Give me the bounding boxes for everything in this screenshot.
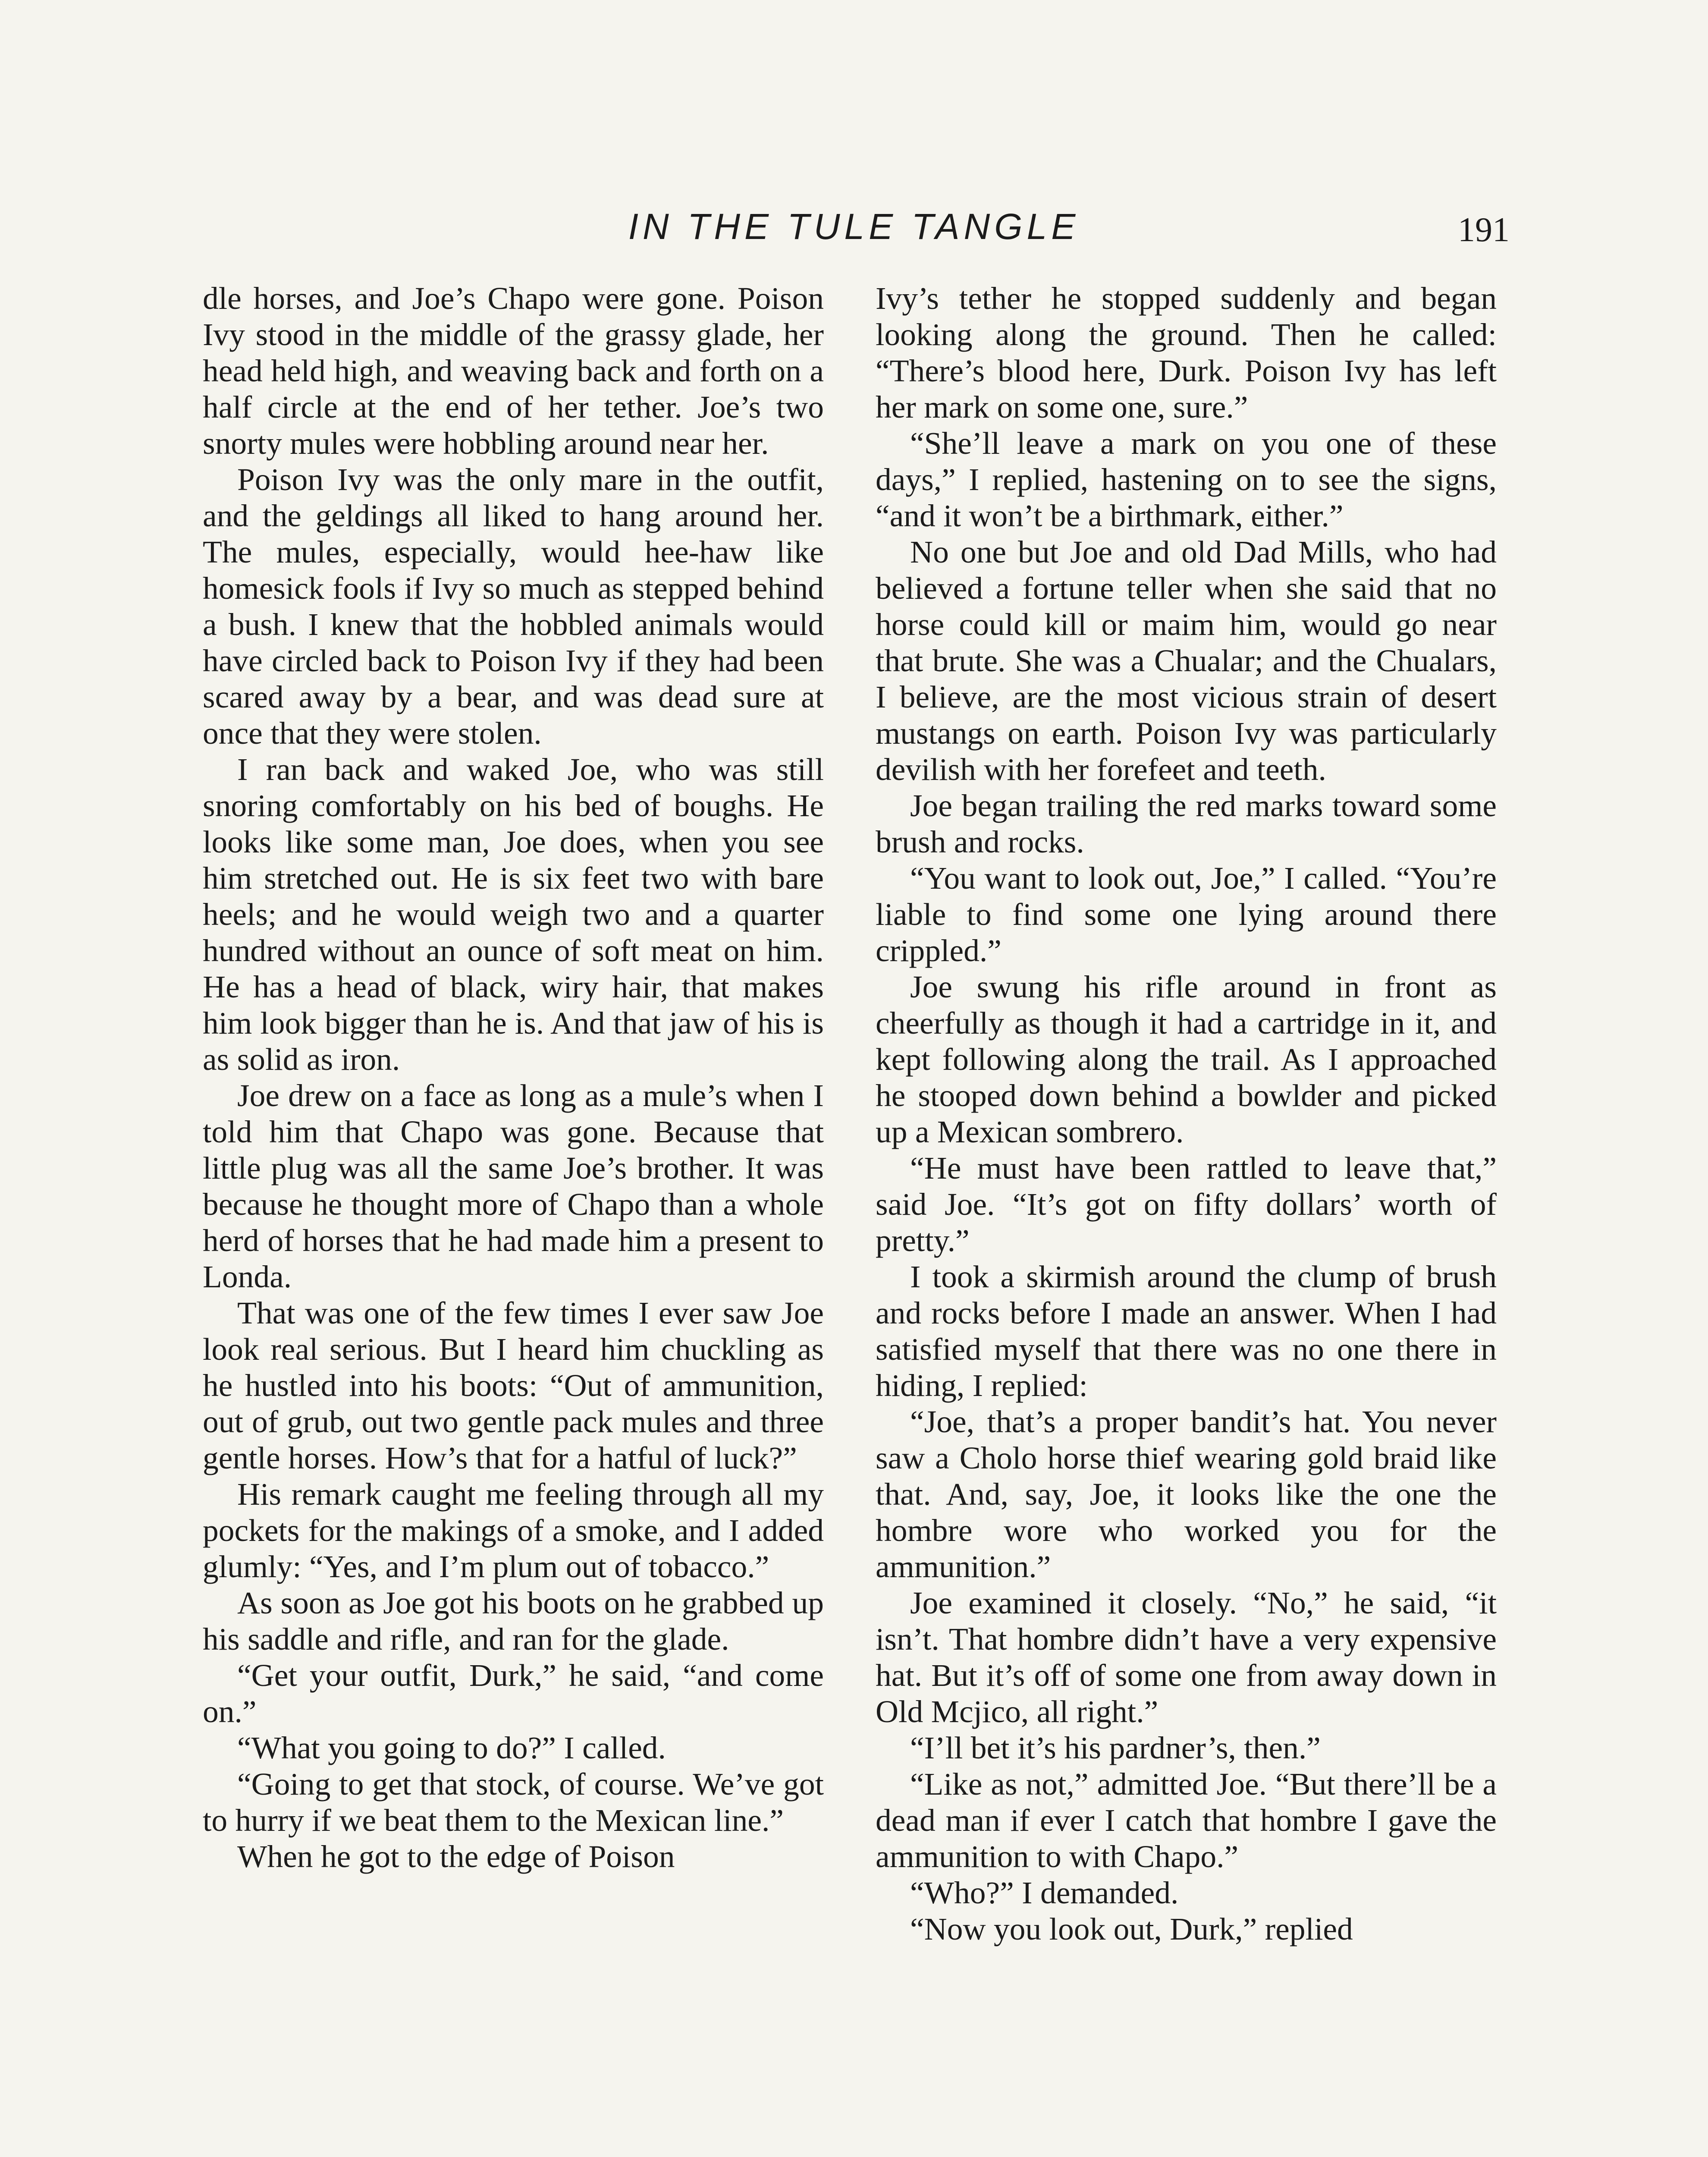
- paragraph: “Like as not,” admitted Joe. “But there’ll be a dead man if ever I catch that hombre I gave the ammunition to with Chapo.”: [876, 1767, 1497, 1874]
- paragraph: Joe began trailing the red marks toward some brush and rocks.: [876, 788, 1497, 859]
- paragraph: “What you going to do?” I called.: [237, 1730, 666, 1765]
- paragraph: When he got to the edge of Poison: [237, 1839, 675, 1874]
- paragraph: No one but Joe and old Dad Mills, who had believed a fortune teller when she said that no horse could kill or maim him, would go near that brute. She was a Chualar; and the Chualars, I believe, are the most vicious strain of desert mustangs on earth. Poison Ivy was particularly devilish with her forefeet and teeth.: [876, 535, 1497, 787]
- paragraph: “Who?” I demanded.: [910, 1875, 1179, 1910]
- paragraph: I took a skirmish around the clump of brush and rocks before I made an answer. When I had satisfied myself that there was no one there in hiding, I replied:: [876, 1259, 1497, 1403]
- paragraph: “Now you look out, Durk,” replied: [910, 1912, 1353, 1946]
- paragraph: “Joe, that’s a proper bandit’s hat. You never saw a Cholo horse thief wearing gold braid like that. And, say, Joe, it looks like the one the hombre wore who worked you for the ammunition.”: [876, 1404, 1497, 1584]
- paragraph: “He must have been rattled to leave that,” said Joe. “It’s got on fifty dollars’ worth of pretty.”: [876, 1151, 1497, 1258]
- paragraph: As soon as Joe got his boots on he grabbed up his saddle and rifle, and ran for the glade.: [203, 1585, 824, 1657]
- paragraph: His remark caught me feeling through all my pockets for the makings of a smoke, and I added glumly: “Yes, and I’m plum out of tobacco.”: [203, 1477, 824, 1584]
- paragraph: I ran back and waked Joe, who was still snoring comfortably on his bed of boughs. He looks like some man, Joe does, when you see him stretched out. He is six feet two with bare heels; and he would weigh two and a quarter hundred without an ounce of soft meat on him. He has a head of black, wiry hair, that makes him look bigger than he is. And that jaw of his is as solid as iron.: [203, 752, 824, 1077]
- paragraph: Poison Ivy was the only mare in the outfit, and the geldings all liked to hang around her. The mules, especially, would hee-haw like homesick fools if Ivy so much as stepped behind a bush. I knew that the hobbled animals would have circled back to Poison Ivy if they had been scared away by a bear, and was dead sure at once that they were stolen.: [203, 462, 824, 751]
- paragraph: “You want to look out, Joe,” I called. “You’re liable to find some one lying around there crippled.”: [876, 861, 1497, 968]
- paragraph: That was one of the few times I ever saw Joe look real serious. But I heard him chuckling as he hustled into his boots: “Out of ammunition, out of grub, out two gentle pack mules and three gentle horses. How’s that for a hatful of luck?”: [203, 1295, 824, 1475]
- running-title: IN THE TULE TANGLE: [628, 206, 1080, 247]
- right-column: [876, 280, 1497, 1947]
- paragraph: Ivy’s tether he stopped suddenly and began looking along the ground. Then he called: “There’s blood here, Durk. Poison Ivy has left her mark on some one, sure.”: [876, 281, 1497, 424]
- paragraph: “Get your outfit, Durk,” he said, “and come on.”: [203, 1658, 824, 1729]
- paragraph: Joe drew on a face as long as a mule’s when I told him that Chapo was gone. Because that little plug was all the same Joe’s brother. It was because he thought more of Chapo than a whole herd of horses that he had made him a present to Londa.: [203, 1078, 824, 1294]
- paragraph: “She’ll leave a mark on you one of these days,” I replied, hastening on to see the signs, “and it won’t be a birthmark, either.”: [876, 426, 1497, 533]
- page-number: 191: [1458, 211, 1510, 249]
- left-column: [203, 280, 824, 1875]
- paragraph: dle horses, and Joe’s Chapo were gone. Poison Ivy stood in the middle of the grassy glade, her head held high, and weaving back and forth on a half circle at the end of her tether. Joe’s two snorty mules were hobbling around near her.: [203, 281, 824, 461]
- paragraph: “Going to get that stock, of course. We’ve got to hurry if we beat them to the Mexican line.”: [203, 1767, 824, 1838]
- paragraph: Joe swung his rifle around in front as cheerfully as though it had a cartridge in it, and kept following along the trail. As I approached he stooped down behind a bowlder and picked up a Mexican sombrero.: [876, 969, 1497, 1149]
- paragraph: “I’ll bet it’s his pardner’s, then.”: [910, 1730, 1321, 1765]
- page-header: [198, 203, 1510, 267]
- paragraph: Joe examined it closely. “No,” he said, “it isn’t. That hombre didn’t have a very expensive hat. But it’s off of some one from away down in Old Mcjico, all right.”: [876, 1585, 1497, 1729]
